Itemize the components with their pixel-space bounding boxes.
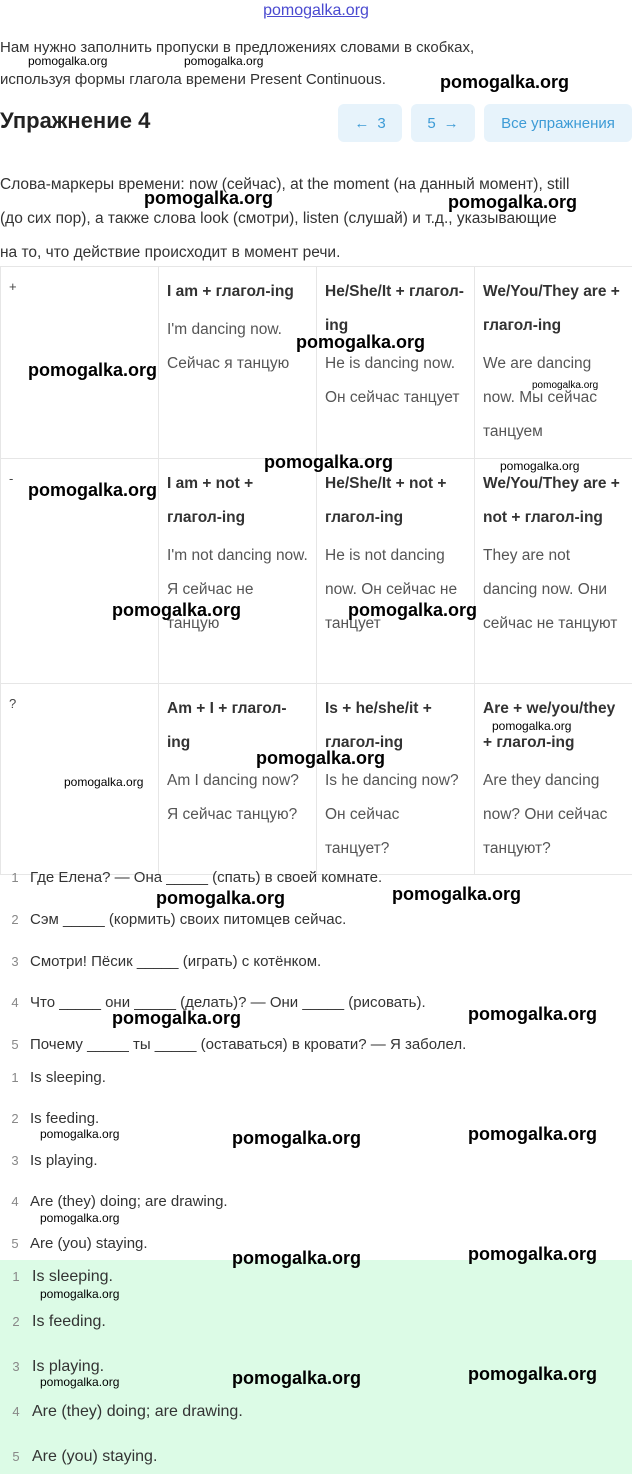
watermark: pomogalka.org xyxy=(468,1364,598,1384)
task-item xyxy=(0,911,346,928)
answer-item xyxy=(0,1193,228,1210)
cell-rule: I am + not + глагол-ing xyxy=(167,475,254,526)
answer-item xyxy=(0,1110,99,1127)
task-text: Почему _____ ты _____ (оставаться) в кровати? — Я заболел. xyxy=(30,1036,467,1053)
site-link[interactable]: pomogalka.org xyxy=(263,2,369,19)
exercise-title: Упражнение 4 xyxy=(0,108,151,133)
cell-rule: We/You/They are + глагол-ing xyxy=(483,283,620,334)
watermark: pomogalka.org xyxy=(112,600,242,620)
watermark: pomogalka.org xyxy=(40,1287,120,1301)
arrow-right-icon: → xyxy=(443,114,459,132)
cell-rule: We/You/They are + not + глагол-ing xyxy=(483,475,620,526)
task-number: 3 xyxy=(11,954,19,969)
markers-line: (до сих пор), а также слова look (смотри), listen (слушай) и т.д., указывающие xyxy=(0,210,557,227)
prev-exercise-button[interactable] xyxy=(338,104,402,142)
watermark: pomogalka.org xyxy=(440,72,570,92)
table-cell xyxy=(317,267,475,459)
watermark: pomogalka.org xyxy=(40,1375,120,1389)
all-exercises-button[interactable] xyxy=(484,104,632,142)
watermark: pomogalka.org xyxy=(112,1008,242,1028)
watermark: pomogalka.org xyxy=(232,1128,362,1148)
watermark: pomogalka.org xyxy=(156,888,286,908)
answer-number: 5 xyxy=(11,1236,19,1251)
table-cell xyxy=(159,267,317,459)
answer-number: 2 xyxy=(11,1111,19,1126)
watermark: pomogalka.org xyxy=(64,775,144,789)
answer-number: 2 xyxy=(12,1314,20,1329)
answer-number: 1 xyxy=(11,1070,19,1085)
answer-number: 4 xyxy=(12,1404,20,1419)
markers-line: на то, что действие происходит в момент речи. xyxy=(0,244,341,261)
watermark: pomogalka.org xyxy=(448,192,578,212)
answer-text: Are (you) staying. xyxy=(30,1235,148,1252)
answer-number: 3 xyxy=(12,1359,20,1374)
watermark: pomogalka.org xyxy=(296,332,426,352)
task-number: 2 xyxy=(11,912,19,927)
task-text: Смотри! Пёсик _____ (играть) с котёнком. xyxy=(30,953,322,970)
answer-item xyxy=(0,1235,148,1252)
watermark: pomogalka.org xyxy=(232,1248,362,1268)
watermark: pomogalka.org xyxy=(144,188,274,208)
cell-rule: Am + I + глагол-ing xyxy=(167,700,287,751)
answer-text: Is playing. xyxy=(32,1358,105,1375)
answer-number: 3 xyxy=(11,1153,19,1168)
answer-text: Are (they) doing; are drawing. xyxy=(30,1193,228,1210)
time-markers-text xyxy=(0,168,632,270)
answer-item xyxy=(0,1069,106,1086)
watermark: pomogalka.org xyxy=(264,452,394,472)
task-number: 5 xyxy=(11,1037,19,1052)
next-exercise-button[interactable] xyxy=(411,104,475,142)
table-cell xyxy=(475,267,632,459)
row-sign: - xyxy=(1,459,159,684)
watermark: pomogalka.org xyxy=(40,1127,120,1141)
cell-example: He is dancing now. Он сейчас танцует xyxy=(325,355,460,406)
watermark: pomogalka.org xyxy=(348,600,478,620)
table-cell xyxy=(317,459,478,684)
next-exercise-label: 5 xyxy=(427,114,436,132)
cell-example: I'm dancing now. Сейчас я танцую xyxy=(167,321,290,372)
task-text: Где Елена? — Она _____ (спать) в своей комнате. xyxy=(30,869,383,886)
cell-rule: He/She/It + not + глагол-ing xyxy=(325,475,447,526)
watermark: pomogalka.org xyxy=(28,480,158,500)
watermark: pomogalka.org xyxy=(28,54,108,68)
task-item xyxy=(0,953,321,970)
task-text: Что _____ они _____ (делать)? — Они _____ (рисовать). xyxy=(30,994,426,1011)
answer-text: Is feeding. xyxy=(30,1110,100,1127)
cell-rule: Are + we/you/they + глагол-ing xyxy=(483,700,616,751)
answer-text: Are (they) doing; are drawing. xyxy=(32,1403,243,1420)
prev-exercise-label: 3 xyxy=(377,114,386,132)
cell-example: Are they dancing now? Они сейчас танцуют? xyxy=(483,772,608,857)
cell-example: We are dancing now. Мы сейчас танцуем xyxy=(483,355,598,440)
markers-line: Слова-маркеры времени: now (сейчас), at the moment (на данный момент), still xyxy=(0,176,570,193)
watermark: pomogalka.org xyxy=(468,1004,598,1024)
answer-item xyxy=(0,1152,98,1169)
watermark: pomogalka.org xyxy=(256,748,386,768)
answer-text: Is sleeping. xyxy=(32,1268,113,1285)
table-cell xyxy=(475,684,632,875)
watermark: pomogalka.org xyxy=(532,380,599,391)
answer-number: 5 xyxy=(12,1449,20,1464)
watermark: pomogalka.org xyxy=(28,360,158,380)
table-cell xyxy=(159,459,317,684)
table-cell xyxy=(475,459,632,684)
watermark: pomogalka.org xyxy=(492,719,572,733)
answer-box-item xyxy=(0,1268,113,1286)
watermark: pomogalka.org xyxy=(184,54,264,68)
task-item xyxy=(0,869,382,886)
watermark: pomogalka.org xyxy=(40,1211,120,1225)
all-exercises-label: Все упражнения xyxy=(501,114,615,132)
answer-text: Is feeding. xyxy=(32,1313,106,1330)
watermark: pomogalka.org xyxy=(500,459,580,473)
answer-text: Is sleeping. xyxy=(30,1069,106,1086)
cell-rule: He/She/It + глагол-ing xyxy=(325,283,464,334)
watermark: pomogalka.org xyxy=(468,1124,598,1144)
task-item xyxy=(0,1036,466,1053)
task-text: Сэм _____ (кормить) своих питомцев сейчас. xyxy=(30,911,347,928)
cell-example: Is he dancing now? Он сейчас танцует? xyxy=(325,772,459,857)
answer-box-item xyxy=(0,1313,106,1331)
cell-rule: Is + he/she/it + глагол-ing xyxy=(325,700,432,751)
answer-number: 1 xyxy=(12,1269,20,1284)
answer-box-item xyxy=(0,1403,243,1421)
arrow-left-icon: ← xyxy=(354,114,370,132)
table-cell xyxy=(317,684,475,875)
cell-example: Am I dancing now? Я сейчас танцую? xyxy=(167,772,299,823)
answer-box-item xyxy=(0,1358,104,1376)
cell-example: He is not dancing now. Он сейчас не танцует xyxy=(325,547,458,632)
cell-example: I'm not dancing now. Я сейчас не танцую xyxy=(167,547,308,632)
answer-text: Is playing. xyxy=(30,1152,98,1169)
intro-line: используя формы глагола времени Present Continuous. xyxy=(0,71,386,88)
cell-rule: I am + глагол-ing xyxy=(167,283,294,300)
watermark: pomogalka.org xyxy=(468,1244,598,1264)
table-cell xyxy=(159,684,317,875)
answer-box-item xyxy=(0,1448,157,1466)
task-number: 1 xyxy=(11,870,19,885)
watermark: pomogalka.org xyxy=(232,1368,362,1388)
answer-text: Are (you) staying. xyxy=(32,1448,158,1465)
task-number: 4 xyxy=(11,995,19,1010)
cell-example: They are not dancing now. Они сейчас не танцуют xyxy=(483,547,618,632)
row-sign: + xyxy=(1,267,159,459)
row-sign: ? xyxy=(1,684,159,875)
watermark: pomogalka.org xyxy=(392,884,522,904)
answer-number: 4 xyxy=(11,1194,19,1209)
intro-line: Нам нужно заполнить пропуски в предложениях словами в скобках, xyxy=(0,39,475,56)
